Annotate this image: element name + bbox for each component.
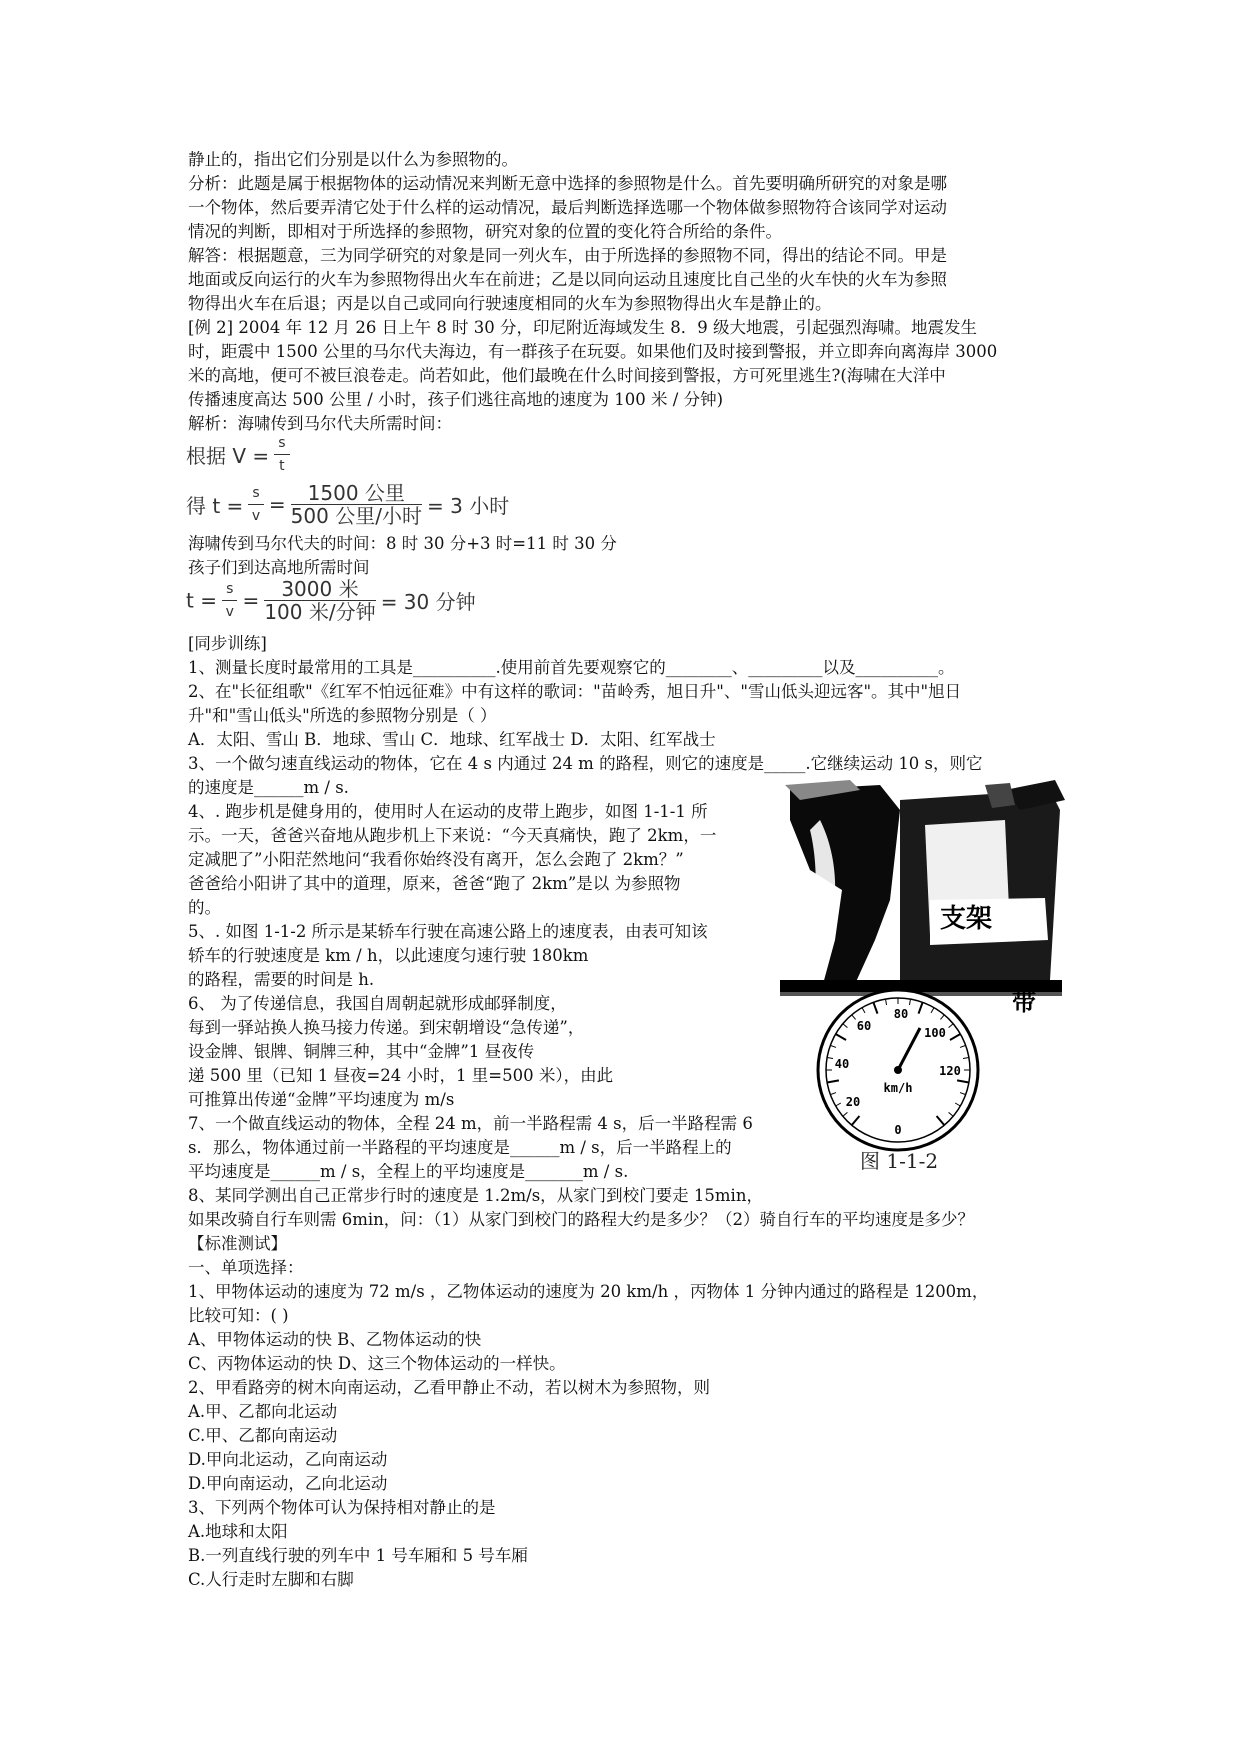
- formula-prefix: 得 t =: [186, 494, 244, 518]
- option-line: D.甲向北运动，乙向南运动: [188, 1450, 388, 1469]
- text-line: 传播速度高达 500 公里 / 小时，孩子们逃往高地的速度为 100 米 / 分钟): [188, 390, 724, 409]
- section-heading: 【标准测试】: [188, 1234, 287, 1253]
- option-line: A.甲、乙都向北运动: [188, 1402, 338, 1421]
- section-heading: 一、单项选择：: [188, 1258, 304, 1277]
- formula-denominator: 100 米/分钟: [264, 600, 376, 624]
- text-line: 静止的，指出它们分别是以什么为参照物的。: [188, 150, 518, 169]
- question-line: 6、 为了传递信息，我国自周朝起就形成邮驿制度，: [188, 994, 567, 1013]
- formula-denominator: v: [225, 604, 234, 620]
- formula-prefix: 根据 V =: [186, 444, 270, 468]
- gauge-unit: km/h: [883, 1081, 913, 1095]
- formula-numerator: s: [222, 578, 237, 601]
- formula-numerator: 1500 公里: [291, 482, 422, 505]
- text-line: 情况的判断，即相对于所选择的参照物，研究对象的位置的变化符合所给的条件。: [188, 222, 782, 241]
- option-line: C.甲、乙都向南运动: [188, 1426, 338, 1445]
- text-line: 解析：海啸传到马尔代夫所需时间：: [188, 414, 452, 433]
- options-line: A．太阳、雪山 B．地球、雪山 C．地球、红军战士 D．太阳、红军战士: [188, 730, 716, 749]
- option-line: B.一列直线行驶的列车中 1 号车厢和 5 号车厢: [188, 1546, 528, 1565]
- text-line: 分析：此题是属于根据物体的运动情况来判断无意中选择的参照物是什么。首先要明确所研究的对象是哪: [188, 174, 947, 193]
- option-line: A.地球和太阳: [188, 1522, 288, 1541]
- gauge-tick-label: 20: [845, 1095, 861, 1109]
- formula-prefix: t =: [186, 588, 217, 613]
- formula-result: = 3 小时: [427, 494, 510, 518]
- question-line: 的速度是______m / s.: [188, 778, 349, 797]
- formula-velocity: [186, 432, 290, 482]
- text-line: 时，距震中 1500 公里的马尔代夫海边，有一群孩子在玩耍。如果他们及时接到警报，并立即奔向离海岸 3000: [188, 342, 998, 361]
- gauge-tick-label: 100: [924, 1026, 946, 1040]
- text-line: 地面或反向运行的火车为参照物得出火车在前进；乙是以同向运动且速度比自己坐的火车快的火车为参照: [188, 270, 947, 289]
- question-line: 7、一个做直线运动的物体，全程 24 m，前一半路程需 4 s，后一半路程需 6: [188, 1114, 753, 1133]
- question-line: 2、在"长征组歌"《红军不怕远征难》中有这样的歌词："苗岭秀，旭日升"、"雪山低头迎远客"。其中"旭日: [188, 682, 962, 701]
- question-line: 平均速度是______m / s，全程上的平均速度是_______m / s.: [188, 1162, 629, 1181]
- question-line: 比较可知：( ): [188, 1306, 289, 1325]
- formula-children-time: t = $\frac{s}{v}$ = $\frac{\text{3000 米}}{\text{100 米/分钟}}$ = 30 分钟: [186, 577, 476, 624]
- gauge-tick-label: 80: [893, 1007, 909, 1021]
- question-line: 4、. 跑步机是健身用的，使用时人在运动的皮带上跑步，如图 1-1-1 所: [188, 802, 708, 821]
- question-line: 可推算出传递“金牌”平均速度为 m/s: [188, 1090, 455, 1109]
- text-line: 一个物体，然后要弄清它处于什么样的运动情况，最后判断选择选哪一个物体做参照物符合该同学对运动: [188, 198, 947, 217]
- gauge-tick-label: 60: [856, 1019, 872, 1033]
- question-line: 轿车的行驶速度是 km / h，以此速度匀速行驶 180km: [188, 946, 589, 965]
- question-line: 3、一个做匀速直线运动的物体，它在 4 s 内通过 24 m 的路程，则它的速度是_____.它继续运动 10 s，则它: [188, 754, 983, 773]
- formula-denominator: 500 公里/小时: [290, 504, 422, 528]
- text-line: 孩子们到达高地所需时间: [188, 558, 370, 577]
- question-line: 递 500 里（已知 1 昼夜=24 小时，1 里=500 米），由此: [188, 1066, 614, 1085]
- option-line: D.甲向南运动，乙向北运动: [188, 1474, 388, 1493]
- question-line: 3、下列两个物体可认为保持相对静止的是: [188, 1498, 496, 1517]
- text-line: 海啸传到马尔代夫的时间：8 时 30 分+3 时=11 时 30 分: [188, 534, 617, 553]
- question-line: 5、. 如图 1-1-2 所示是某轿车行驶在高速公路上的速度表，由表可知该: [188, 922, 708, 941]
- text-line: 物得出火车在后退；丙是以自己或同向行驶速度相同的火车为参照物得出火车是静止的。: [188, 294, 832, 313]
- options-line: C、丙物体运动的快 D、这三个物体运动的一样快。: [188, 1354, 566, 1373]
- question-line: 设金牌、银牌、铜牌三种，其中“金牌”1 昼夜传: [188, 1042, 535, 1061]
- gauge-tick-label: 0: [894, 1123, 902, 1137]
- question-line: 爸爸给小阳讲了其中的道理，原来，爸爸“跑了 2km”是以 为参照物: [188, 874, 681, 893]
- speedometer-gauge: [818, 990, 978, 1150]
- formula-result: = 30 分钟: [380, 590, 476, 614]
- text-line: 米的高地，便可不被巨浪卷走。尚若如此，他们最晚在什么时间接到警报，方可死里逃生?(海啸在大洋中: [188, 366, 946, 385]
- question-line: 的。: [188, 898, 221, 917]
- formula-denominator: v: [251, 508, 261, 524]
- question-line: s．那么，物体通过前一半路程的平均速度是______m / s，后一半路程上的: [188, 1138, 732, 1157]
- formula-numerator: 3000 米: [264, 578, 375, 601]
- question-line: 的路程，需要的时间是 h.: [188, 970, 375, 989]
- options-line: A、甲物体运动的快 B、乙物体运动的快: [188, 1330, 482, 1349]
- question-line: 定减肥了”小阳茫然地问“我看你始终没有离开，怎么会跑了 2km？”: [188, 850, 684, 869]
- option-line: C.人行走时左脚和右脚: [188, 1570, 354, 1589]
- formula-numerator: s: [248, 482, 263, 505]
- question-line: 如果改骑自行车则需 6min，问：（1）从家门到校门的路程大约是多少？（2）骑自行车的平均速度是多少？: [188, 1210, 975, 1229]
- question-line: 示。一天，爸爸兴奋地从跑步机上下来说：“今天真痛快，跑了 2km，一: [188, 826, 717, 845]
- treadmill-image: [780, 780, 1070, 1000]
- text-line: [例 2] 2004 年 12 月 26 日上午 8 时 30 分，印尼附近海域发生 8．9 级大地震，引起强烈海啸。地震发生: [188, 318, 978, 337]
- question-line: 1、测量长度时最常用的工具是__________.使用前首先要观察它的________、_________以及__________。: [188, 658, 955, 677]
- question-line: 升"和"雪山低头"所选的参照物分别是（ ）: [188, 706, 497, 725]
- section-heading: [同步训练]: [188, 634, 267, 653]
- figure-caption: 图 1-1-2: [860, 1149, 939, 1173]
- question-line: 1、甲物体运动的速度为 72 m/s ，乙物体运动的速度为 20 km/h ，丙物体 1 分钟内通过的路程是 1200m，: [188, 1282, 989, 1301]
- text-line: 解答：根据题意，三为同学研究的对象是同一列火车，由于所选择的参照物不同，得出的结论不同。甲是: [188, 246, 947, 265]
- question-line: 8、某同学测出自己正常步行时的速度是 1.2m/s，从家门到校门要走 15min，: [188, 1186, 763, 1205]
- belt-label: 带: [1012, 987, 1036, 1016]
- gauge-tick-label: 120: [939, 1064, 961, 1078]
- support-label: 支架: [940, 904, 993, 934]
- formula-numerator: s: [274, 432, 289, 455]
- gauge-tick-label: 40: [834, 1057, 850, 1071]
- question-line: 每到一驿站换人换马接力传递。到宋朝增设“急传递”，: [188, 1018, 585, 1037]
- formula-tsunami-time: 得 t = $\frac{s}{v}$ = $\frac{\text{1500 公里}}{\text{500 公里/小时}}$ = 3 小时: [186, 481, 510, 528]
- treadmill-speedometer-figure: [780, 780, 1070, 1180]
- question-line: 2、甲看路旁的树木向南运动，乙看甲静止不动，若以树木为参照物，则: [188, 1378, 710, 1397]
- formula-denominator: t: [279, 458, 285, 474]
